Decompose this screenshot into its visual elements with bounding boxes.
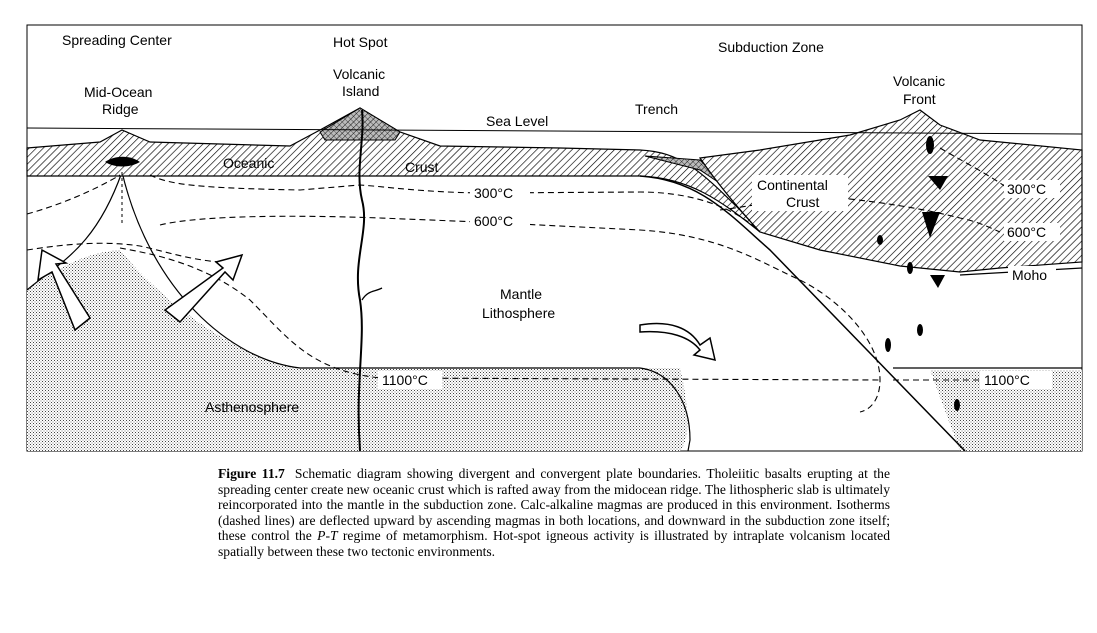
label-600c-right: 600°C: [1007, 224, 1047, 240]
label-moho: Moho: [1012, 267, 1048, 283]
label-1100c-right: 1100°C: [984, 372, 1030, 388]
arc-magma-blob-2: [885, 338, 891, 352]
oceanic-crust: [27, 108, 760, 232]
caption-pt: P-T: [317, 528, 338, 544]
label-volcanic-island-2: Island: [342, 83, 380, 99]
caption-text-after: regime of metamorphism. Hot-spot igneous activity is illustrated by intraplate volcanism located spatially between these two tectonic environments.: [218, 528, 890, 559]
arc-magma-blob-4: [954, 399, 960, 411]
hotspot-branch: [362, 288, 382, 300]
label-crust: Crust: [405, 159, 439, 175]
label-300c-right: 300°C: [1007, 181, 1047, 197]
label-ridge: Ridge: [102, 101, 139, 117]
label-asthenosphere: Asthenosphere: [205, 399, 300, 415]
label-oceanic: Oceanic: [223, 155, 275, 171]
label-1100c-left: 1100°C: [382, 372, 428, 388]
label-600c-left: 600°C: [474, 213, 514, 229]
arc-magma-chamber-3: [930, 275, 945, 288]
label-spreading-center: Spreading Center: [62, 32, 172, 48]
label-hot-spot: Hot Spot: [333, 34, 388, 50]
caption-text-before: Schematic diagram showing divergent and convergent plate boundaries. Tholeiitic basalts erupting at the spreading center create new oceanic crust which is rafted away from the midocean ridge. The lithospheric slab is ultimately reincorporated into the mantle in the subduction zone. Calc-alkaline magmas are produced in this environment. Isotherms (dashed lines) are deflected upward by ascending magmas in both locations, and downward in the subduction zone itself; these control the: [218, 466, 890, 544]
slab-motion-arrow: [640, 324, 715, 360]
arc-magma-blob-1: [926, 136, 934, 154]
label-continental-crust: Crust: [786, 194, 820, 210]
upwelling-arrow-right: [165, 255, 242, 322]
label-sea-level: Sea Level: [486, 113, 549, 129]
figure-label: Figure 11.7: [218, 466, 285, 481]
arc-magma-blob-6: [877, 235, 883, 245]
arc-magma-blob-5: [907, 262, 913, 274]
label-lithosphere: Lithosphere: [482, 305, 556, 321]
label-continental: Continental: [757, 177, 828, 193]
label-trench: Trench: [635, 101, 679, 117]
label-mid-ocean: Mid-Ocean: [84, 84, 153, 100]
label-volcanic-island-1: Volcanic: [333, 66, 386, 82]
arc-magma-blob-3: [917, 324, 923, 336]
isotherm-300-left: [150, 175, 760, 232]
figure-caption: [218, 466, 890, 560]
label-volcanic-front-1: Volcanic: [893, 73, 946, 89]
label-subduction-zone: Subduction Zone: [718, 39, 824, 55]
label-mantle: Mantle: [500, 286, 543, 302]
label-300c-left: 300°C: [474, 185, 514, 201]
label-volcanic-front-2: Front: [903, 91, 936, 107]
